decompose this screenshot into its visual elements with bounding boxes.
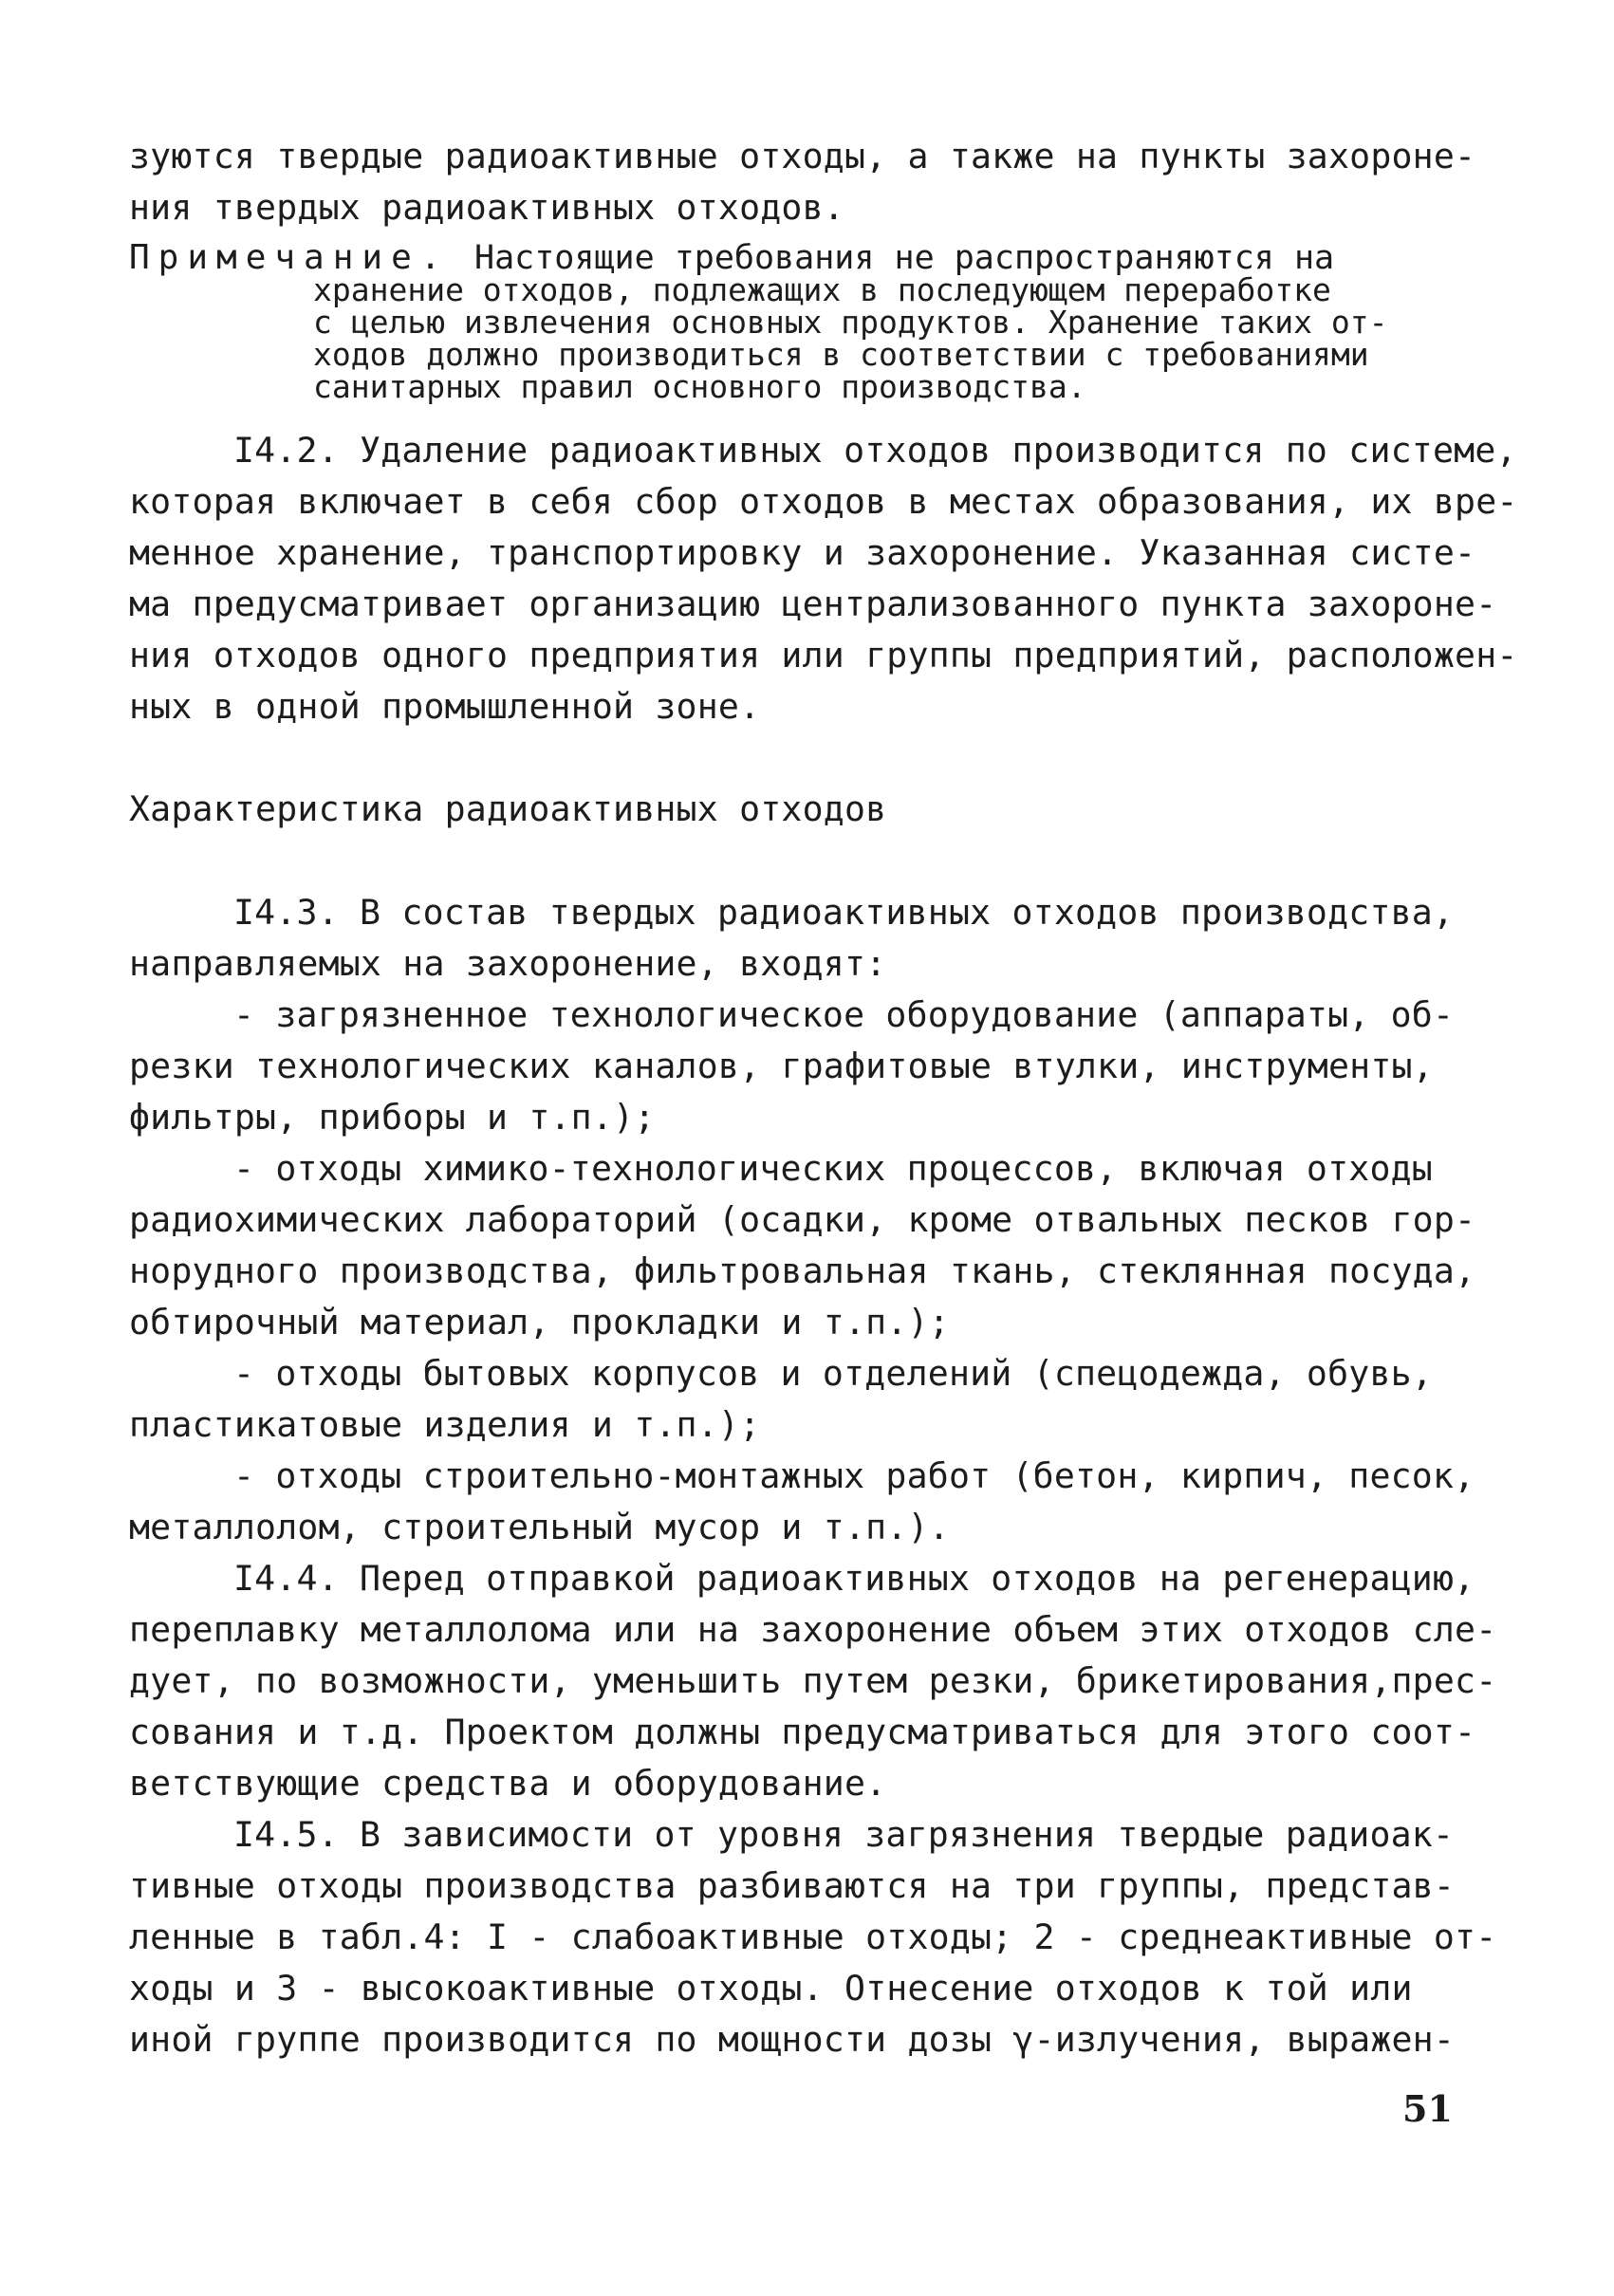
paragraph-line: ходы и 3 - высокоактивные отходы. Отнесение отходов к той или: [129, 1968, 1413, 2009]
paragraph-line: фильтры, приборы и т.п.);: [129, 1097, 656, 1138]
paragraph-line: иной группе производится по мощности дозы γ-излучения, выражен-: [129, 2019, 1456, 2060]
note-line: санитарных правил основного производства.: [313, 368, 1086, 405]
paragraph-line: дует, по возможности, уменьшить путем резки, брикетирования,прес-: [129, 1660, 1497, 1701]
note-label: Примечание.: [129, 238, 450, 277]
paragraph-line: металлолом, строительный мусор и т.п.).: [129, 1507, 950, 1547]
paragraph-line: которая включает в себя сбор отходов в местах образования, их вре-: [129, 481, 1518, 522]
text-line: ния твердых радиоактивных отходов.: [129, 187, 844, 228]
paragraph-line: I4.5. В зависимости от уровня загрязнения твердые радиоак-: [233, 1814, 1455, 1855]
list-item-line: - отходы бытовых корпусов и отделений (спецодежда, обувь,: [233, 1353, 1433, 1394]
note-line: с целью извлечения основных продуктов. Хранение таких от-: [313, 304, 1388, 341]
paragraph-line: пластикатовые изделия и т.п.);: [129, 1404, 761, 1445]
text-line: зуются твердые радиоактивные отходы, а также на пункты захороне-: [129, 136, 1476, 176]
list-item-line: - отходы химико-технологических процессов, включая отходы: [233, 1148, 1433, 1189]
paragraph-line: ветствующие средства и оборудование.: [129, 1763, 887, 1804]
paragraph-line: обтирочный материал, прокладки и т.п.);: [129, 1302, 950, 1342]
section-heading: Характеристика радиоактивных отходов: [129, 788, 887, 829]
note-line: хранение отходов, подлежащих в последующем переработке: [313, 271, 1331, 308]
list-item-line: - загрязненное технологическое оборудование (аппараты, об-: [233, 994, 1455, 1035]
note-line: ходов должно производиться в соответствии с требованиями: [313, 336, 1369, 373]
page-number: 51: [1402, 2087, 1453, 2130]
paragraph-line: ных в одной промышленной зоне.: [129, 686, 761, 727]
paragraph-line: ния отходов одного предприятия или группы предприятий, расположен-: [129, 635, 1518, 676]
paragraph-line: тивные отходы производства разбиваются на три группы, представ-: [129, 1865, 1456, 1906]
paragraph-line: переплавку металлолома или на захоронение объем этих отходов сле-: [129, 1609, 1497, 1650]
paragraph-line: I4.4. Перед отправкой радиоактивных отходов на регенерацию,: [233, 1558, 1475, 1599]
paragraph-line: I4.2. Удаление радиоактивных отходов производится по системе,: [233, 430, 1517, 471]
paragraph-line: ма предусматривает организацию централизованного пункта захороне-: [129, 583, 1497, 624]
paragraph-line: норудного производства, фильтровальная ткань, стеклянная посуда,: [129, 1250, 1476, 1291]
paragraph-line: сования и т.д. Проектом должны предусматриваться для этого соот-: [129, 1712, 1476, 1752]
note-line: Настоящие требования не распространяются на: [474, 239, 1335, 277]
paragraph-line: менное хранение, транспортировку и захоронение. Указанная систе-: [129, 532, 1476, 573]
paragraph-line: направляемых на захоронение, входят:: [129, 943, 887, 984]
paragraph-line: ленные в табл.4: I - слабоактивные отходы; 2 - среднеактивные от-: [129, 1916, 1497, 1957]
paragraph-line: I4.3. В состав твердых радиоактивных отходов производства,: [233, 892, 1455, 933]
paragraph-line: резки технологических каналов, графитовые втулки, инструменты,: [129, 1046, 1434, 1086]
list-item-line: - отходы строительно-монтажных работ (бетон, кирпич, песок,: [233, 1455, 1475, 1496]
paragraph-line: радиохимических лабораторий (осадки, кроме отвальных песков гор-: [129, 1199, 1476, 1240]
